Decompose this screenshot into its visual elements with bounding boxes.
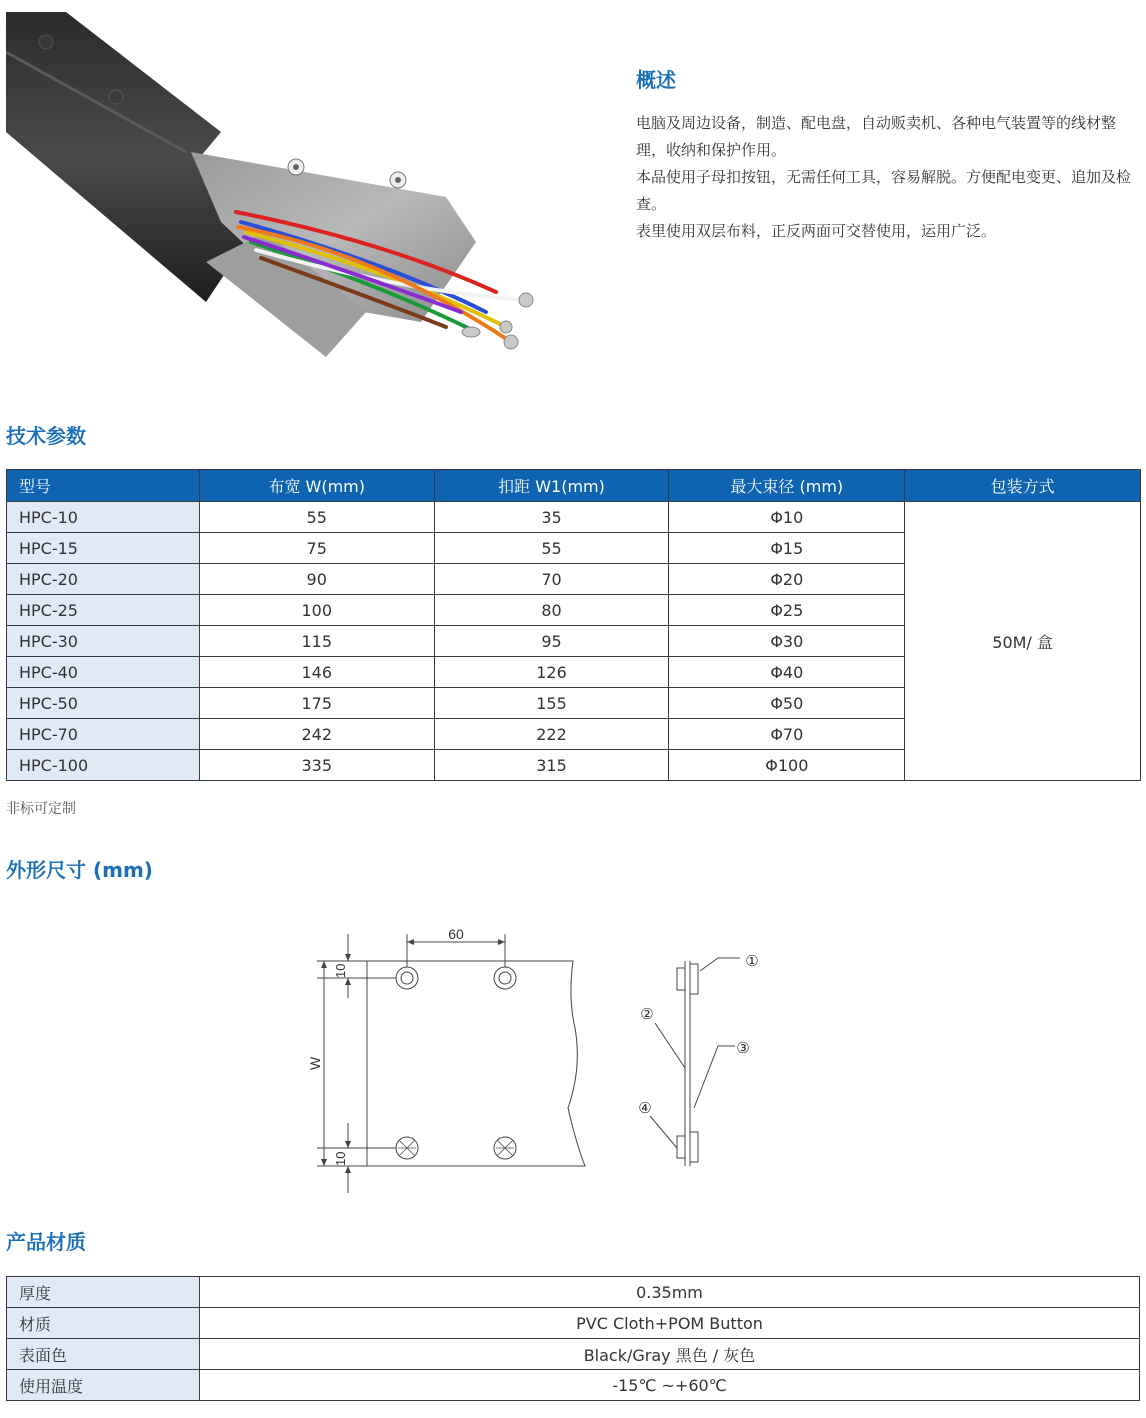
cell-diameter: Φ20 [669, 564, 905, 595]
dim-w-label: W [307, 1056, 323, 1070]
material-key: 厚度 [7, 1277, 200, 1308]
cell-width: 100 [199, 595, 434, 626]
product-photo [6, 12, 596, 390]
dimension-diagram [290, 918, 770, 1203]
header-model: 型号 [7, 470, 200, 502]
cell-width: 55 [199, 502, 434, 533]
cable-sleeve-image [6, 12, 596, 390]
cell-pitch: 35 [434, 502, 669, 533]
cell-diameter: Φ70 [669, 719, 905, 750]
cell-width: 115 [199, 626, 434, 657]
cell-pitch: 95 [434, 626, 669, 657]
cell-width: 242 [199, 719, 434, 750]
cell-pitch: 55 [434, 533, 669, 564]
callout-4: ④ [638, 1099, 652, 1117]
cell-width: 146 [199, 657, 434, 688]
material-key: 使用温度 [7, 1370, 200, 1401]
material-key: 材质 [7, 1308, 200, 1339]
cell-model: HPC-40 [7, 657, 200, 688]
cell-model: HPC-10 [7, 502, 200, 533]
material-key: 表面色 [7, 1339, 200, 1370]
cell-diameter: Φ10 [669, 502, 905, 533]
cell-width: 335 [199, 750, 434, 781]
cell-model: HPC-50 [7, 688, 200, 719]
cell-width: 90 [199, 564, 434, 595]
cell-width: 75 [199, 533, 434, 564]
cell-diameter: Φ50 [669, 688, 905, 719]
cell-pitch: 155 [434, 688, 669, 719]
cell-model: HPC-25 [7, 595, 200, 626]
table-row [7, 1308, 1140, 1339]
cell-diameter: Φ40 [669, 657, 905, 688]
cell-pitch: 315 [434, 750, 669, 781]
cell-diameter: Φ15 [669, 533, 905, 564]
header-button-pitch: 扣距 W1(mm) [434, 470, 669, 502]
material-value: PVC Cloth+POM Button [200, 1308, 1140, 1339]
table-row [7, 1339, 1140, 1370]
cell-model: HPC-100 [7, 750, 200, 781]
header-packaging: 包装方式 [905, 470, 1141, 502]
overview-title: 概述 [636, 68, 676, 92]
cell-pitch: 80 [434, 595, 669, 626]
callout-2: ② [640, 1005, 654, 1023]
cell-model: HPC-70 [7, 719, 200, 750]
cell-model: HPC-20 [7, 564, 200, 595]
dim-60-label: 60 [448, 926, 464, 942]
specs-title: 技术参数 [6, 424, 86, 448]
cell-packaging: 50M/ 盒 [905, 502, 1141, 781]
cell-diameter: Φ25 [669, 595, 905, 626]
material-value: Black/Gray 黑色 / 灰色 [200, 1339, 1140, 1370]
table-row [7, 502, 1141, 533]
cell-pitch: 126 [434, 657, 669, 688]
material-title: 产品材质 [6, 1230, 86, 1254]
cell-width: 175 [199, 688, 434, 719]
callout-3: ③ [736, 1039, 750, 1057]
overview-line: 电脑及周边设备，制造、配电盘，自动贩卖机、各种电气装置等的线材整理，收纳和保护作用。 [636, 114, 1117, 159]
cell-model: HPC-15 [7, 533, 200, 564]
material-table [6, 1276, 1140, 1401]
dim-10-top-label: 10 [333, 963, 348, 978]
header-max-diameter: 最大束径 (mm) [669, 470, 905, 502]
custom-note: 非标可定制 [6, 801, 76, 817]
material-value: -15℃ ~+60℃ [200, 1370, 1140, 1401]
header-width: 布宽 W(mm) [199, 470, 434, 502]
material-value: 0.35mm [200, 1277, 1140, 1308]
dim-10-bottom-label: 10 [333, 1151, 348, 1166]
cell-diameter: Φ30 [669, 626, 905, 657]
cell-model: HPC-30 [7, 626, 200, 657]
spec-header-row [7, 470, 1141, 502]
dimension-drawing [290, 918, 770, 1203]
cell-pitch: 70 [434, 564, 669, 595]
callout-1: ① [745, 952, 759, 970]
cell-diameter: Φ100 [669, 750, 905, 781]
overview-text [636, 110, 1142, 245]
overview-line: 表里使用双层布料，正反两面可交替使用，运用广泛。 [636, 222, 997, 240]
cell-pitch: 222 [434, 719, 669, 750]
table-row [7, 1277, 1140, 1308]
overview-line: 本品使用子母扣按钮，无需任何工具，容易解脱。方便配电变更、追加及检查。 [636, 168, 1132, 213]
dimensions-title: 外形尺寸 (mm) [6, 858, 153, 882]
spec-table [6, 469, 1141, 781]
table-row [7, 1370, 1140, 1401]
